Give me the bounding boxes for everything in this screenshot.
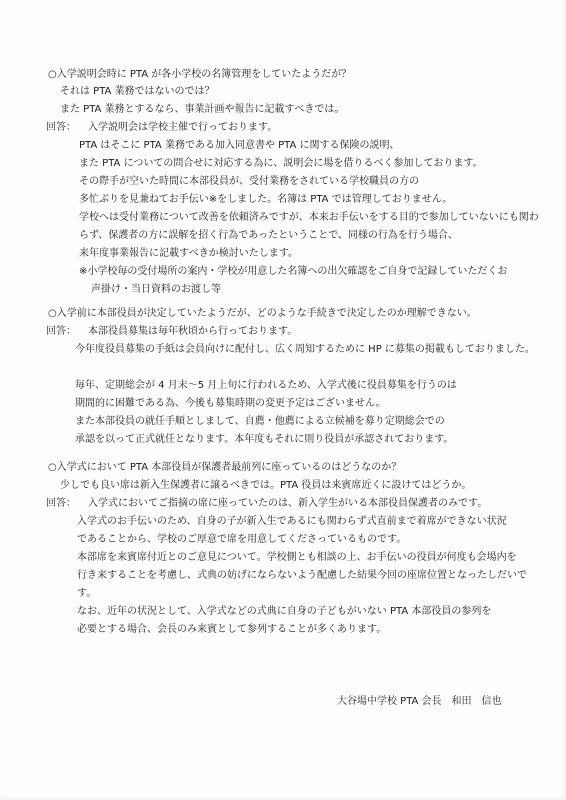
answer-1-label: 回答： [46, 122, 76, 133]
answer-1-line-3: その際手が空いた時間に本部役員が、受付業務をされている学校職員の方の [79, 176, 419, 187]
answer-3-line-2: であることから、学校のご厚意で席を用意してくださっているものです。 [77, 534, 407, 545]
signature: 大谷場中学校 PTA 会長 和田 信也 [337, 696, 502, 707]
answer-3-first-line: 入学式においてご指摘の席に座っていたのは、新入学生がいる本部役員保護者のみです。 [88, 498, 488, 509]
answer-3-line-6: 必要とする場合、会長のみ来賓として参列することが多くあります。 [77, 624, 387, 635]
answer-2-line-2: 毎年、定期総会が 4 月末～5 月上旬に行われるため、入学式後に役員募集を行うのは [75, 380, 457, 391]
answer-1-line-5: 学校へは受付業務について改善を依頼済みですが、本来お手伝いをする目的で参加していないにも関わらず、保護者の方に誤解を招く行為であったということで、同様の行為を行う場合、 [79, 212, 539, 241]
question-3-line-2: 少しでも良い席は新入生保護者に譲るべきでは。PTA 役員は来賓席近くに設けてはどうか。 [60, 480, 472, 491]
answer-1-line-4: 多忙ぶりを見兼ねてお手伝い※をしました。名簿は PTA では管理しておりません。 [79, 194, 453, 205]
answer-2-line-5: 承認を以って正式就任となります。本年度もそれに則り役員が承認されております。 [75, 434, 454, 445]
answer-2-label: 回答： [46, 326, 76, 337]
question-1-line-1: ○入学説明会時に PTA が各小学校の名簿管理をしていたようだが？ [48, 69, 352, 80]
answer-1-line-8: 声掛け・当日資料のお渡し等 [91, 284, 221, 295]
answer-3-line-1: 入学式のお手伝いのため、自身の子が新入生であるにも関わらず式直前まで着席ができない状況 [77, 516, 507, 527]
answer-1-line-1: PTA はそこに PTA 業務である加入同意書や PTA に関する保険の説明、 [79, 140, 400, 151]
answer-2-line-1: 今年度役員募集の手紙は会員向けに配付し、広く周知するために HP に募集の掲載もしておりました。 [75, 344, 535, 355]
question-2-line-1: ○入学前に本部役員が決定していたようだが、どのような手続きで決定したのか理解できない。 [48, 308, 477, 319]
answer-2-line-4: また本部役員の就任手順としまして、自薦・他薦による立候補を募り定期総会での [75, 416, 445, 427]
answer-3-line-4: 行き来することを考慮し、式典の妨げにならないよう配慮した結果今回の座席位置となったしだいです。 [77, 570, 527, 599]
answer-2-first-line: 本部役員募集は毎年秋頃から行っております。 [88, 326, 298, 337]
answer-3-label: 回答： [46, 498, 76, 509]
answer-3-line-5: なお、近年の状況として、入学式などの式典に自身の子どもがいない PTA 本部役員の参列を [77, 606, 492, 617]
answer-3-line-3: 本部席を来賓席付近とのご意見について。学校側とも相談の上、お手伝いの役員が何度も会場内を [77, 552, 517, 563]
answer-1-line-7: ※小学校毎の受付場所の案内・学校が用意した名簿への出欠確認をご自身で記録していただくお [79, 266, 508, 277]
answer-1-line-6: 来年度事業報告に記載すべきか検討いたします。 [79, 248, 298, 259]
question-1-line-2: それは PTA 業務ではないのでは？ [60, 86, 215, 97]
answer-2-line-3: 期間的に困難である為、今後も募集時期の変更予定はございません。 [75, 398, 386, 409]
question-1-line-3: また PTA 業務とするなら、事業計画や報告に記載すべきでは。 [60, 104, 345, 115]
answer-1-line-2: また PTA についての問合せに対応する為に、説明会に場を借りるべく参加しております。 [79, 158, 483, 169]
answer-1-first-line: 入学説明会は学校主催で行っております。 [88, 122, 278, 133]
question-3-line-1: ○入学式において PTA 本部役員が保護者最前列に座っているのはどうなのか？ [48, 462, 402, 473]
